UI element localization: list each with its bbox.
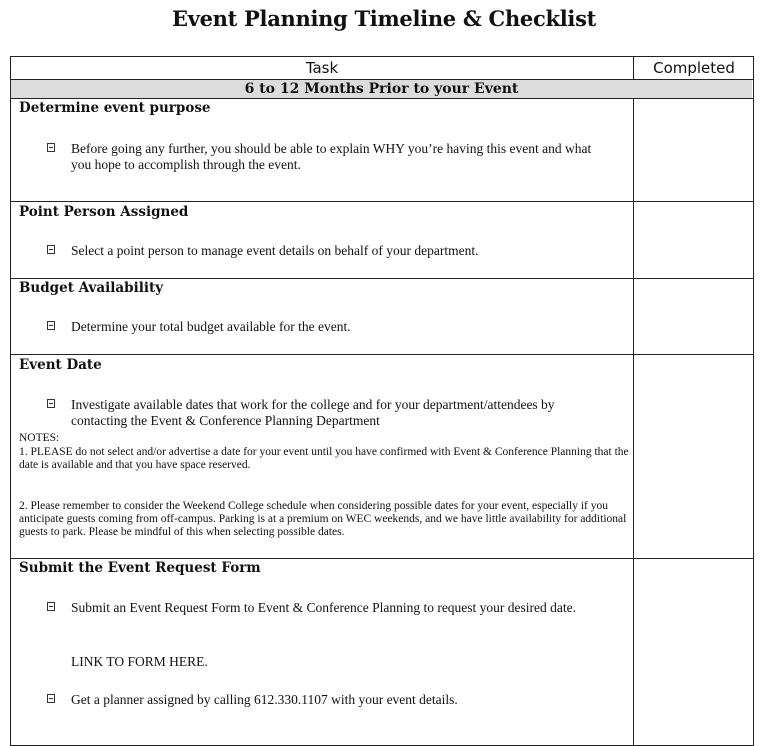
checklist-table [10,56,754,746]
item-text: Before going any further, you should be able to explain WHY you’re having this event and what you hope to accomplish through the event. [71,141,592,172]
checkbox-icon[interactable] [47,245,55,254]
item-text: Get a planner assigned by calling 612.330.1107 with your event details. [71,692,458,707]
checklist-item [47,397,607,429]
checkbox-icon[interactable] [47,694,55,703]
checklist-item [47,319,607,335]
completed-column-header: Completed [653,59,735,77]
row-divider [11,558,753,559]
row-divider [11,354,753,355]
column-divider [633,57,634,745]
checklist-item [47,692,607,708]
page-title: Event Planning Timeline & Checklist [171,6,596,31]
task-column-header: Task [305,59,339,77]
checkbox-icon[interactable] [47,399,55,408]
checklist-item [47,141,607,173]
form-link[interactable]: LINK TO FORM HERE. [71,654,208,669]
section-band: 6 to 12 Months Prior to your Event [11,80,752,98]
checklist-item [47,243,607,259]
item-text: Investigate available dates that work for the college and for your department/attendees by contacting the Event & Conference Planning Department [71,397,555,428]
checkbox-icon[interactable] [47,321,55,330]
checkbox-icon[interactable] [47,143,55,152]
checkbox-icon[interactable] [47,602,55,611]
row-divider [11,278,753,279]
note-1: 1. PLEASE do not select and/or advertise a date for your event until you have confirmed with Event & Conference Planning that the date is available and that you have space reserved. [19,446,629,471]
section-divider [11,98,753,99]
row-heading-point-person: Point Person Assigned [19,204,189,220]
item-text: Select a point person to manage event details on behalf of your department. [71,243,479,258]
row-heading-budget: Budget Availability [19,280,164,296]
row-heading-event-purpose: Determine event purpose [19,100,211,116]
checklist-item [47,600,607,616]
row-heading-event-date: Event Date [19,357,102,373]
row-heading-request-form: Submit the Event Request Form [19,560,261,576]
note-2: 2. Please remember to consider the Weekend College schedule when considering possible dates for your event, especially if you anticipate guests coming from off-campus. Parking is at a premium on WEC weekends, and we have little availability for additional guests to park. Please be mindful of this when selecting possible dates. [19,500,627,538]
notes-label: NOTES: [19,432,60,444]
item-text: Submit an Event Request Form to Event & Conference Planning to request your desired date. [71,600,577,615]
item-text: Determine your total budget available for the event. [71,319,351,334]
row-divider [11,201,753,202]
